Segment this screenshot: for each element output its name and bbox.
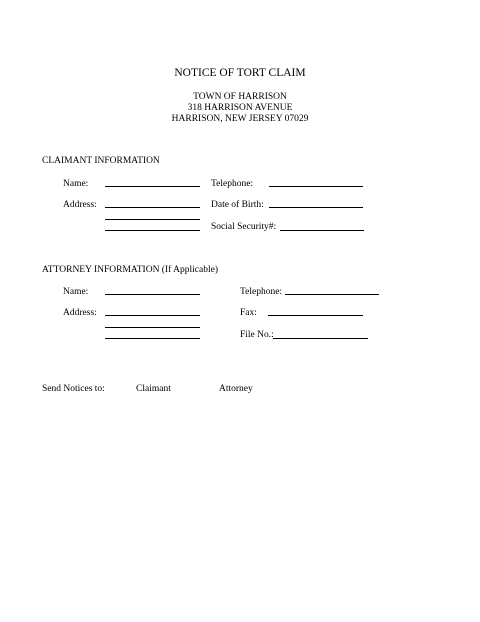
town-city: HARRISON, NEW JERSEY 07029	[171, 114, 309, 124]
claimant-address-field-3[interactable]	[105, 230, 200, 231]
town-name: TOWN OF HARRISON	[193, 92, 287, 102]
claimant-dob-label: Date of Birth:	[211, 200, 264, 210]
claimant-dob-field[interactable]	[269, 207, 363, 208]
claimant-name-label: Name:	[63, 179, 89, 189]
claimant-ssn-label: Social Security#:	[211, 222, 277, 232]
claimant-heading: CLAIMANT INFORMATION	[42, 156, 160, 166]
attorney-fax-field[interactable]	[268, 315, 363, 316]
claimant-address-field-1[interactable]	[105, 207, 200, 208]
form-title: NOTICE OF TORT CLAIM	[174, 67, 306, 79]
attorney-name-field[interactable]	[105, 294, 200, 295]
attorney-name-label: Name:	[63, 287, 89, 297]
attorney-address-label: Address:	[63, 308, 97, 318]
claimant-address-label: Address:	[63, 200, 97, 210]
claimant-address-field-2[interactable]	[105, 219, 200, 220]
attorney-telephone-label: Telephone:	[240, 287, 283, 297]
attorney-address-field-2[interactable]	[105, 327, 200, 328]
notice-option-attorney[interactable]: Attorney	[219, 384, 253, 394]
claimant-ssn-field[interactable]	[280, 230, 364, 231]
attorney-file-label: File No.:	[240, 330, 274, 340]
send-notices-label: Send Notices to:	[42, 384, 105, 394]
claimant-name-field[interactable]	[105, 186, 200, 187]
attorney-telephone-field[interactable]	[285, 294, 379, 295]
attorney-heading: ATTORNEY INFORMATION (If Applicable)	[42, 265, 218, 275]
claimant-telephone-field[interactable]	[269, 186, 363, 187]
attorney-fax-label: Fax:	[240, 308, 257, 318]
attorney-address-field-1[interactable]	[105, 315, 200, 316]
notice-option-claimant[interactable]: Claimant	[136, 384, 171, 394]
town-street: 318 HARRISON AVENUE	[187, 103, 293, 113]
attorney-address-field-3[interactable]	[105, 338, 200, 339]
claimant-telephone-label: Telephone:	[211, 179, 254, 189]
attorney-file-field[interactable]	[273, 338, 368, 339]
